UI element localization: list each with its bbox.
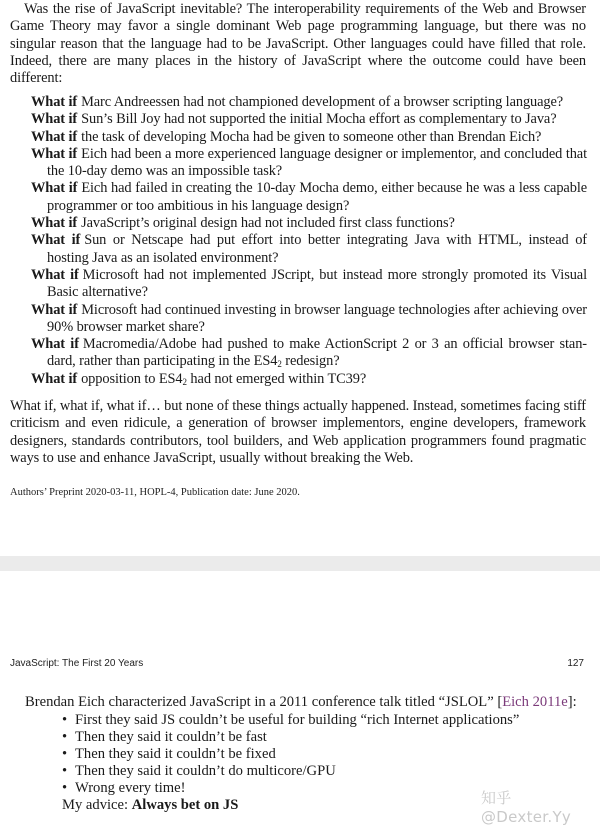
bullet-item: • First they said JS couldn’t be useful for building “rich Internet applications” <box>62 712 520 728</box>
bullet-item: • Then they said it couldn’t be fixed <box>62 746 276 763</box>
page-number: 127 <box>567 658 584 669</box>
what-if-item: What if Eich had been a more experienced language designer or implementor, and concluded that the 10-day demo was an impossible task? <box>31 145 587 180</box>
what-if-item: What if Sun or Netscape had put effort into better integrating Java with HTML, instead of hosting Java as an isolated environment? <box>31 232 587 266</box>
what-if-item: What if JavaScript’s original design had not included first class functions? <box>31 215 455 232</box>
what-if-item: What if Microsoft had continued investing in browser language technologies after achieving over 90% browser market share? <box>31 301 587 335</box>
bullet-list <box>62 712 519 815</box>
bullet-icon: • <box>62 763 68 780</box>
what-if-item: What if opposition to $ES4_2$ had not emerged within TC39? <box>31 370 367 387</box>
what-if-label: What if <box>31 94 78 110</box>
what-if-label: What if <box>31 215 78 232</box>
bullet-item: • Then they said it couldn’t be fast <box>62 729 267 746</box>
what-if-item: What if Marc Andreessen had not championed development of a browser scripting language? <box>31 94 564 110</box>
what-if-item: What if Microsoft had not implemented JScript, but instead more strongly promoted its Visual Basic alternative? <box>31 266 587 301</box>
what-if-item: What if Sun’s Bill Joy had not supported the initial Mocha effort as complementary to Java? <box>31 111 557 128</box>
quote-intro: Brendan Eich characterized JavaScript in a 2011 conference talk titled “JSLOL” [Eich 2011e]: <box>25 694 577 710</box>
bullet-item: • Then they said it couldn’t do multicore/GPU <box>62 763 336 780</box>
what-if-label: What if <box>31 145 78 162</box>
what-if-label: What if <box>31 301 78 318</box>
closing-paragraph: What if, what if, what if… but none of these things actually happened. Instead, sometimes facing stiff criticism and even ridicule, a generation of browser implementors, engine developers, framework designers, standards contributors, tool builders, and Web application programmers found pragmatic ways to use and enhance JavaScript, usually without breaking the Web. <box>10 398 586 466</box>
intro-paragraph: Was the rise of JavaScript inevitable? The interoperability requirements of the Web and Browser Game Theory may favor a single dominant Web page programming language, but there was no singular reason that the language had to be JavaScript. Other languages could have filled that role. Indeed, there are many places in the history of JavaScript where the outcome could have been different: <box>10 1 586 87</box>
what-if-item: What if Eich had failed in creating the 10-day Mocha demo, either because he was a less capable programmer or too ambitious in his language design? <box>31 180 587 214</box>
what-if-label: What if <box>31 111 78 128</box>
what-if-label: What if <box>31 370 78 387</box>
what-if-item: What if the task of developing Mocha had be given to someone other than Brendan Eich? <box>31 128 542 145</box>
what-if-label: What if <box>31 336 79 353</box>
bullet-icon: • <box>62 729 68 746</box>
bullet-icon: • <box>62 780 68 797</box>
what-if-label: What if <box>31 266 79 283</box>
what-if-label: What if <box>31 128 78 145</box>
bullet-item: • Wrong every time! <box>62 780 186 797</box>
citation-link[interactable]: Eich 2011e <box>502 694 568 710</box>
pdf-page-127 <box>0 571 600 825</box>
watermark: 知乎 @Dexter.Yy <box>481 789 572 826</box>
what-if-item: What if Macromedia/Adobe had pushed to make ActionScript 2 or 3 an official browser stan-dard, rather than participating in the $ES4_2$ redesign? <box>31 336 587 370</box>
page-footer: Authors’ Preprint 2020-03-11, HOPL-4, Publication date: June 2020. <box>10 487 300 498</box>
what-if-label: What if <box>31 232 81 249</box>
running-head: JavaScript: The First 20 Years <box>10 658 144 669</box>
advice-bold: Always bet on JS <box>131 797 239 814</box>
what-if-list <box>31 94 587 388</box>
advice-line: My advice: Always bet on JS <box>62 797 239 814</box>
bullet-icon: • <box>62 712 68 728</box>
what-if-label: What if <box>31 180 78 197</box>
bullet-icon: • <box>62 746 68 763</box>
page-separator <box>0 556 600 571</box>
